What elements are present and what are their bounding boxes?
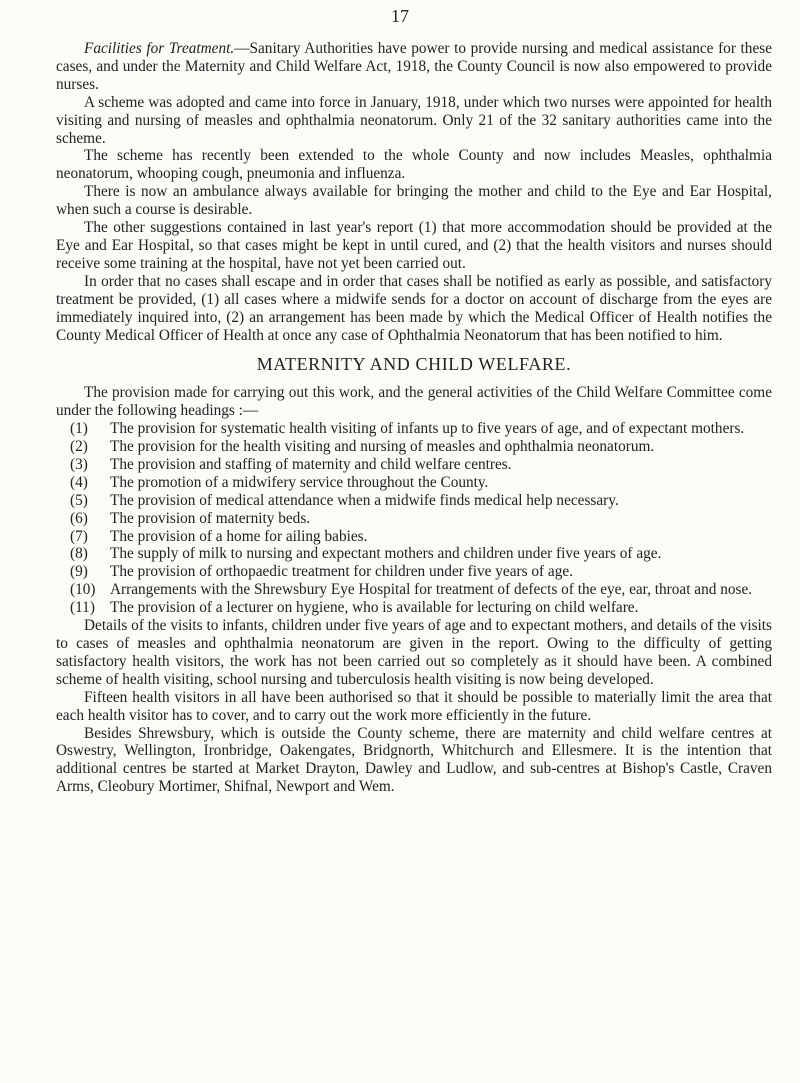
list-item-number: (1) bbox=[70, 420, 88, 438]
list-item-number: (4) bbox=[70, 473, 88, 491]
list-item-number: (7) bbox=[70, 527, 88, 545]
notification-paragraph: In order that no cases shall escape and in order that cases shall be notified as early as possible, and satisfactory treatment be provided, (1) all cases where a midwife sends for a doctor on account of discharge from the eyes are immediately inquired into, (2) an arrangement has been made by which the Medical Officer of Health notifies the County Medical Officer of Health at once any case of Ophthalmia Neonatorum that has been notified to him. bbox=[56, 272, 772, 344]
list-item-number: (3) bbox=[70, 455, 88, 473]
extension-paragraph: The scheme has recently been extended to the whole County and now includes Measles, ophthalmia neonatorum, whooping cough, pneumonia and influenza. bbox=[56, 147, 772, 183]
list-item-text: The provision of orthopaedic treatment for children under five years of age. bbox=[110, 563, 573, 581]
list-item-text: The promotion of a midwifery service throughout the County. bbox=[110, 473, 489, 491]
maternity-intro: The provision made for carrying out this work, and the general activities of the Child Welfare Committee come under the following headings :— bbox=[56, 384, 772, 420]
list-item bbox=[70, 510, 772, 528]
list-item-number: (8) bbox=[70, 545, 88, 563]
suggestions-paragraph: The other suggestions contained in last year's report (1) that more accommodation should be provided at the Eye and Ear Hospital, so that cases might be kept in until cured, and (2) that the health visitors and nurses should receive some training at the hospital, have not yet been carried out. bbox=[56, 219, 772, 272]
list-item-text: Arrangements with the Shrewsbury Eye Hospital for treatment of defects of the eye, ear, throat and nose. bbox=[110, 581, 753, 599]
list-item bbox=[70, 581, 772, 599]
ambulance-paragraph: There is now an ambulance always available for bringing the mother and child to the Eye and Ear Hospital, when such a course is desirable. bbox=[56, 183, 772, 219]
facilities-text: —Sanitary Authorities have power to provide nursing and medical assistance for these cases, and under the Maternity and Child Welfare Act, 1918, the County Council is now also empowered to provide nurses. bbox=[56, 40, 772, 93]
list-item bbox=[70, 545, 772, 563]
list-item bbox=[70, 563, 772, 581]
details-paragraph: Details of the visits to infants, children under five years of age and to expectant mothers, and details of the visits to cases of measles and ophthalmia neonatorum are given in the report. Owing to the difficulty of getting satisfactory health visitors, the work has not been carried out so completely as it should have been. A combined scheme of health visiting, school nursing and tuberculosis health visiting is now being developed. bbox=[56, 617, 772, 688]
facilities-paragraph bbox=[56, 40, 772, 94]
list-item-number: (2) bbox=[70, 438, 88, 456]
list-item-number: (9) bbox=[70, 563, 88, 581]
list-item bbox=[70, 438, 772, 456]
list-item bbox=[70, 599, 772, 617]
list-item bbox=[70, 420, 772, 438]
list-item bbox=[70, 456, 772, 474]
list-item-text: The supply of milk to nursing and expectant mothers and children under five years of age. bbox=[110, 545, 662, 563]
list-item-text: The provision of a home for ailing babies. bbox=[110, 527, 368, 545]
list-item-text: The provision of medical attendance when a midwife finds medical help necessary. bbox=[110, 491, 619, 509]
list-item bbox=[70, 474, 772, 492]
list-item-text: The provision for systematic health visiting of infants up to five years of age, and of expectant mothers. bbox=[110, 420, 745, 438]
list-item bbox=[70, 528, 772, 546]
health-visitors-paragraph: Fifteen health visitors in all have been authorised so that it should be possible to materially limit the area that each health visitor has to cover, and to carry out the work more efficiently in the future. bbox=[56, 688, 772, 724]
list-item-text: The provision for the health visiting and nursing of measles and ophthalmia neonatorum. bbox=[110, 438, 655, 456]
list-item-number: (6) bbox=[70, 509, 88, 527]
page-number: 17 bbox=[391, 6, 409, 26]
headings-list bbox=[56, 420, 772, 617]
list-item-text: The provision of maternity beds. bbox=[110, 509, 311, 527]
scheme-paragraph: A scheme was adopted and came into force in January, 1918, under which two nurses were appointed for health visiting and nursing of measles and ophthalmia neonatorum. Only 21 of the 32 sanitary authorities came into the scheme. bbox=[56, 93, 772, 147]
list-item-number: (5) bbox=[70, 491, 88, 509]
list-item-text: The provision and staffing of maternity and child welfare centres. bbox=[110, 455, 512, 473]
list-item-number: (11) bbox=[70, 599, 95, 617]
facilities-lead: Facilities for Treatment. bbox=[84, 40, 235, 57]
list-item bbox=[70, 492, 772, 510]
section-heading: MATERNITY AND CHILD WELFARE. bbox=[256, 354, 572, 375]
list-item-number: (10) bbox=[70, 581, 96, 599]
page-body bbox=[56, 40, 772, 796]
centres-paragraph: Besides Shrewsbury, which is outside the County scheme, there are maternity and child welfare centres at Oswestry, Wellington, Ironbridge, Oakengates, Bridgnorth, Whitchurch and Ellesmere. It is the intention that additional centres be started at Market Drayton, Dawley and Ludlow, and sub-centres at Bishop's Castle, Craven Arms, Cleobury Mortimer, Shifnal, Newport and Wem. bbox=[56, 724, 772, 796]
list-item-text: The provision of a lecturer on hygiene, who is available for lecturing on child welfare. bbox=[110, 599, 639, 617]
